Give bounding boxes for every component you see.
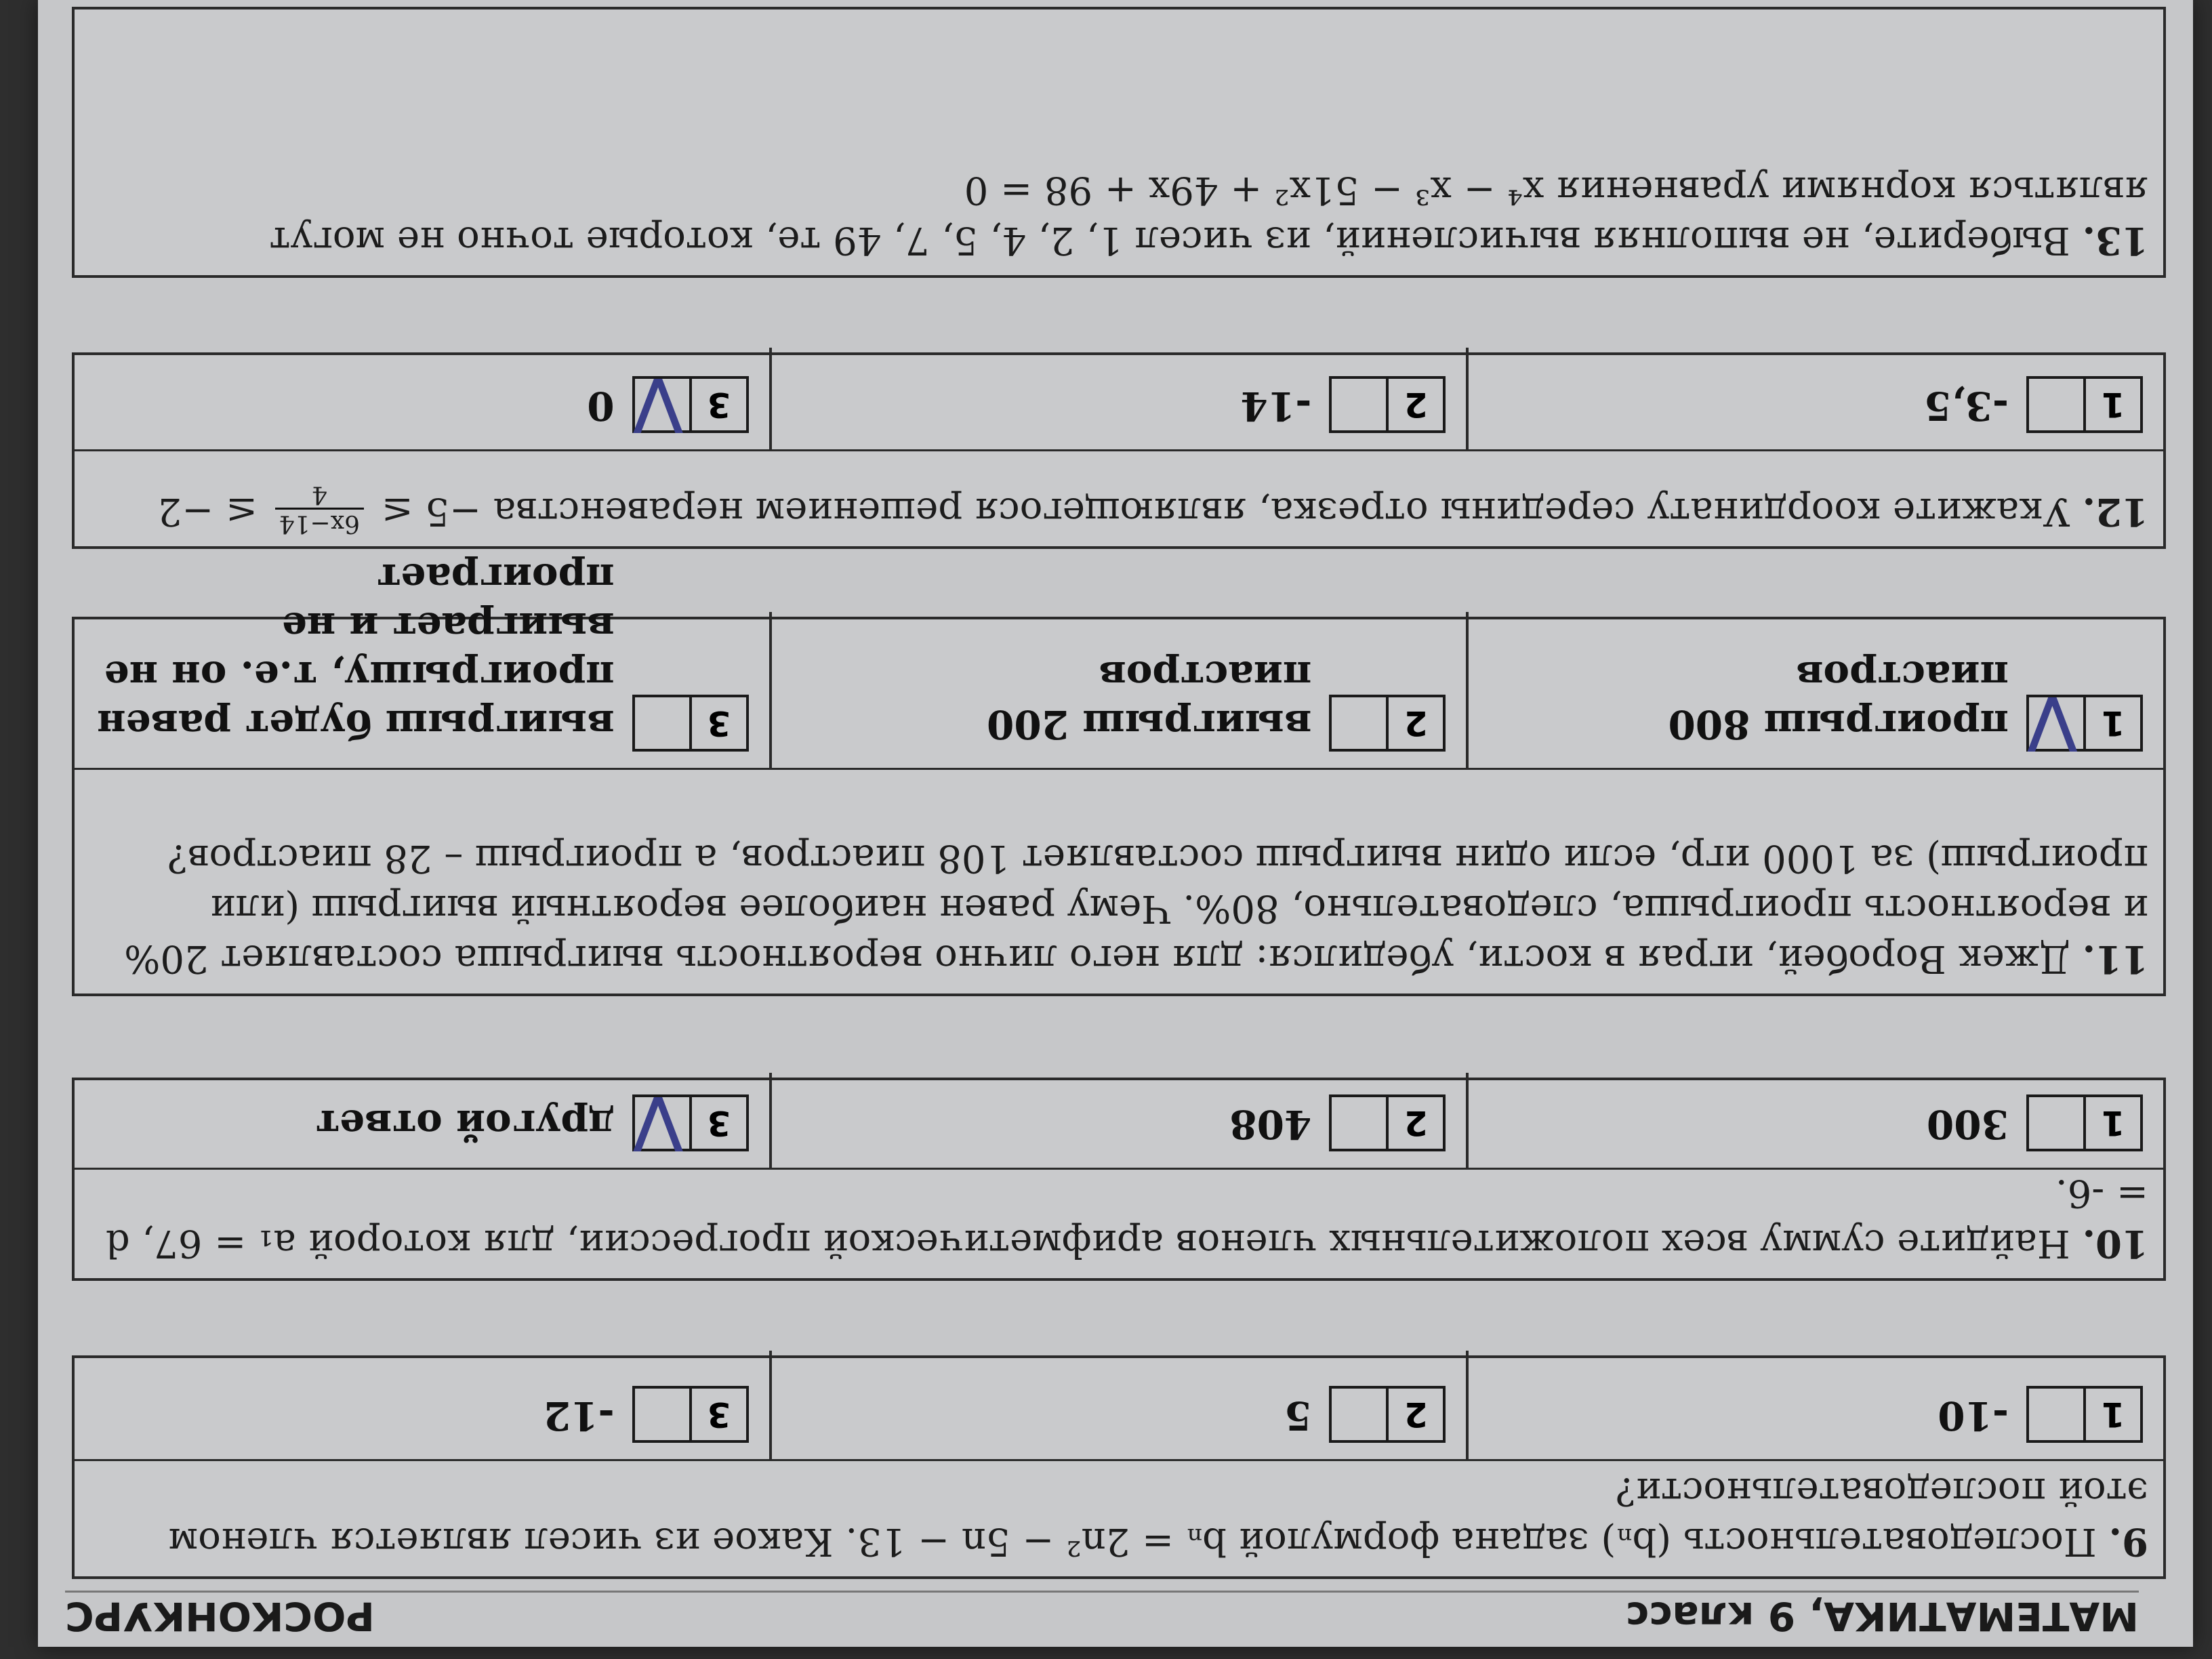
question-12 xyxy=(72,352,2166,549)
answer-checkbox[interactable]: 3 xyxy=(632,695,749,752)
answer-checkbox[interactable]: 1 V xyxy=(2026,695,2143,752)
answer-checkbox[interactable]: 2 xyxy=(1329,695,1446,752)
check-mark-slot[interactable] xyxy=(2029,1097,2083,1149)
question-10 xyxy=(72,1078,2166,1281)
answer-checkbox[interactable]: 1 xyxy=(2026,1386,2143,1443)
question-text: Укажите координату середины отрезка, являющегося решением неравенства −5 ≤ xyxy=(381,489,2070,533)
answer-row xyxy=(75,1351,2163,1461)
answer-option[interactable] xyxy=(769,612,1467,768)
question-9 xyxy=(72,1355,2166,1579)
answer-label: 5 xyxy=(1284,1393,1312,1439)
answer-option[interactable] xyxy=(1466,348,2163,449)
check-mark-slot[interactable] xyxy=(2029,1389,2083,1440)
question-number: 13. xyxy=(2082,218,2148,263)
answer-label: выигрыш 200 пиастров xyxy=(987,653,1312,747)
answer-label: -10 xyxy=(1938,1393,2009,1439)
inequality-fraction xyxy=(275,480,364,537)
check-mark-slot[interactable] xyxy=(635,697,689,749)
answer-label: -12 xyxy=(543,1393,615,1439)
answer-checkbox[interactable]: 3 V xyxy=(632,1094,749,1151)
answer-label: 408 xyxy=(1229,1101,1312,1147)
question-13 xyxy=(72,7,2166,278)
answer-option[interactable] xyxy=(1466,1351,2163,1459)
check-mark-slot[interactable] xyxy=(2029,379,2083,430)
answer-row xyxy=(75,1073,2163,1170)
fraction-denominator: 4 xyxy=(311,480,327,508)
fraction-numerator: 6x−14 xyxy=(275,508,364,537)
answer-label: -14 xyxy=(1240,383,1312,429)
question-number: 11. xyxy=(2082,937,2148,981)
answer-checkbox[interactable]: 1 xyxy=(2026,376,2143,433)
answer-checkbox[interactable]: 2 xyxy=(1329,1094,1446,1151)
answer-option[interactable] xyxy=(769,348,1467,449)
answer-option[interactable] xyxy=(75,555,769,768)
answer-label: выигрыш будет равен проигрышу, т.е. он не выиграет и не проиграет xyxy=(97,555,615,747)
answer-option[interactable] xyxy=(75,348,769,449)
question-text: Найдите сумму всех положительных членов арифметической прогрессии, для которой a₁ = 67, d = -6. xyxy=(105,1171,2148,1265)
answer-checkbox[interactable]: 1 xyxy=(2026,1094,2143,1151)
check-mark-slot[interactable] xyxy=(1332,697,1386,749)
question-text-tail: ≤ −2 xyxy=(157,489,258,533)
answer-option[interactable] xyxy=(75,1073,769,1168)
check-mark-slot[interactable] xyxy=(635,1389,689,1440)
question-text: Последовательность (bₙ) задана формулой bₙ = 2n² − 5n − 13. Какое из чисел является членом этой последовательности? xyxy=(168,1469,2148,1563)
answer-option[interactable] xyxy=(769,1073,1467,1168)
answer-label: другой ответ xyxy=(315,1101,615,1147)
answer-label: 300 xyxy=(1926,1101,2009,1147)
answer-row xyxy=(75,555,2163,770)
answer-row xyxy=(75,348,2163,451)
question-number: 9. xyxy=(2108,1519,2148,1564)
answer-checkbox[interactable]: 3 xyxy=(632,1386,749,1443)
question-text: Джек Воробей, играя в кости, убедился: для него лично вероятность выигрыша составляет 20% и вероятность проигрыша, следовательно, 80%. Чему равен наиболее вероятный выигрыш (или проигрыш) за 1000 игр, если один выигрыш составляет 108 пиастров, а проигрыш – 28 пиастров? xyxy=(124,836,2148,981)
check-mark-slot[interactable] xyxy=(1332,379,1386,430)
brand-logo: РОСКОНКУРС xyxy=(65,1593,375,1639)
question-number: 12. xyxy=(2082,489,2148,534)
subject-title: МАТЕМАТИКА, 9 класс xyxy=(1625,1593,2139,1639)
answer-label: -3,5 xyxy=(1924,383,2009,429)
check-mark-slot[interactable] xyxy=(1332,1389,1386,1440)
check-mark-slot[interactable] xyxy=(2029,697,2083,749)
answer-checkbox[interactable]: 2 xyxy=(1329,376,1446,433)
answer-option[interactable] xyxy=(769,1351,1467,1459)
question-11 xyxy=(72,555,2166,996)
answer-option[interactable] xyxy=(75,1351,769,1459)
check-mark-slot[interactable] xyxy=(635,379,689,430)
check-mark-slot[interactable] xyxy=(635,1097,689,1149)
question-text: Выберите, не выполняя вычислений, из чисел 1, 2, 4, 5, 7, 49 те, которые точно не могут являться корнями уравнения x⁴ − x³ − 51x² + 49x + 98 = 0 xyxy=(269,168,2148,262)
question-number: 10. xyxy=(2082,1221,2148,1266)
answer-option[interactable] xyxy=(1466,1073,2163,1168)
page-header xyxy=(65,1591,2139,1640)
answer-label: проигрыш 800 пиастров xyxy=(1668,653,2009,747)
answer-option[interactable] xyxy=(1466,612,2163,768)
answer-label: 0 xyxy=(587,383,615,429)
answer-checkbox[interactable]: 3 V xyxy=(632,376,749,433)
test-sheet xyxy=(38,0,2193,1647)
check-mark-slot[interactable] xyxy=(1332,1097,1386,1149)
answer-checkbox[interactable]: 2 xyxy=(1329,1386,1446,1443)
